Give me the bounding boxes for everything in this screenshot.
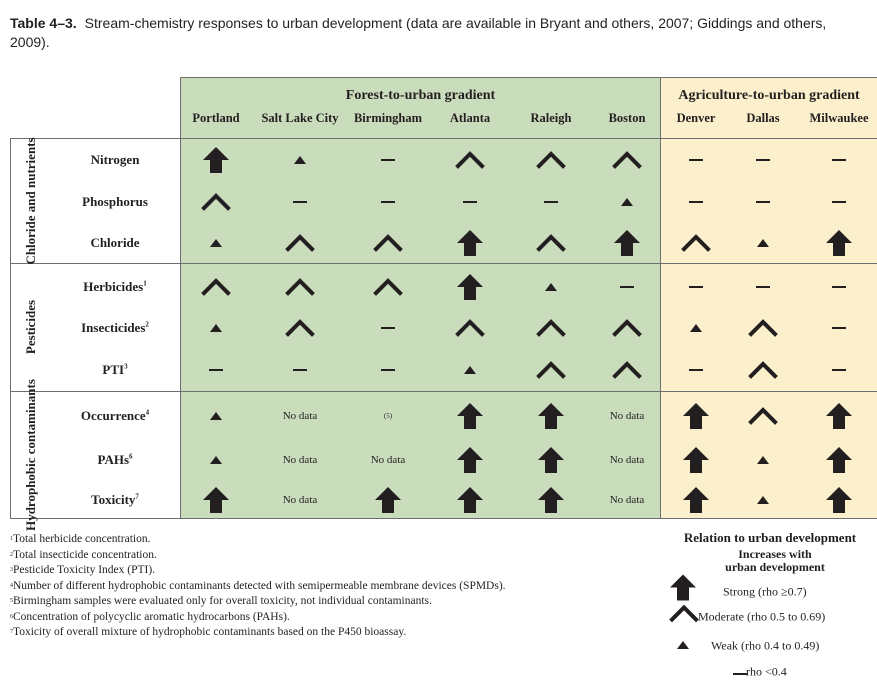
table-cell xyxy=(293,155,307,165)
dash-icon xyxy=(756,200,770,204)
table-cell xyxy=(612,228,642,258)
table-cell xyxy=(756,200,770,204)
table-cell xyxy=(612,360,642,380)
small-triangle-icon xyxy=(293,155,307,165)
table-cell xyxy=(283,454,318,466)
chevron-up-icon xyxy=(285,277,315,297)
table-cell xyxy=(689,200,703,204)
table-cell xyxy=(209,411,223,421)
table-cell xyxy=(756,495,770,505)
bold-up-arrow-icon xyxy=(824,445,854,475)
table-cell xyxy=(283,410,318,422)
table-cell xyxy=(536,233,566,253)
table-cell xyxy=(209,323,223,333)
table-cell xyxy=(209,238,223,248)
category-chloride-nutrients: Chloride and nutrients xyxy=(23,137,38,265)
footnote-1: $^1$Total herbicide concentration. xyxy=(10,533,151,545)
legend-none-label: rho <0.4 xyxy=(746,664,787,679)
table-cell xyxy=(373,485,403,515)
dash-icon xyxy=(832,285,846,289)
table-cell xyxy=(371,454,406,466)
small-triangle-icon xyxy=(756,238,770,248)
dash-icon xyxy=(620,285,634,289)
row-label: Occurrence$^4$ xyxy=(80,408,150,423)
table-cell xyxy=(689,158,703,162)
table-cell xyxy=(455,150,485,170)
small-triangle-icon xyxy=(209,238,223,248)
column-header: Milwaukee xyxy=(809,111,869,125)
gradient-divider xyxy=(660,77,661,519)
row-label: Phosphorus xyxy=(82,194,148,209)
table-cell xyxy=(756,285,770,289)
table-cell xyxy=(285,318,315,338)
legend-strong-label: Strong (rho ≥0.7) xyxy=(723,584,807,599)
table-cell xyxy=(536,360,566,380)
table-cell xyxy=(381,326,395,330)
table-cell xyxy=(824,228,854,258)
chevron-up-icon xyxy=(285,318,315,338)
footnote-6: $^6$Concentration of polycyclic aromatic hydrocarbons (PAHs). xyxy=(10,610,290,623)
bold-up-arrow-icon xyxy=(681,445,711,475)
no-data-text: No data xyxy=(282,410,318,422)
chevron-up-icon xyxy=(201,192,231,212)
dash-icon xyxy=(756,158,770,162)
chevron-up-icon xyxy=(536,233,566,253)
bold-up-arrow-icon xyxy=(201,485,231,515)
table-cell xyxy=(610,454,645,466)
legend-subtitle: Increases with urban development xyxy=(725,547,825,574)
dash-icon xyxy=(689,285,703,289)
dash-icon xyxy=(689,158,703,162)
chevron-up-icon xyxy=(373,277,403,297)
top-rule xyxy=(180,77,877,78)
no-data-text: No data xyxy=(609,410,645,422)
table-cell xyxy=(455,318,485,338)
bold-up-arrow-icon xyxy=(201,145,231,175)
table-cell xyxy=(681,233,711,253)
chevron-up-icon xyxy=(536,150,566,170)
row-label: PTI$^3$ xyxy=(102,362,128,377)
column-header: Birmingham xyxy=(353,111,423,125)
bold-up-arrow-icon xyxy=(455,272,485,302)
table-cell xyxy=(201,277,231,297)
table-cell xyxy=(620,285,634,289)
bold-up-arrow-icon xyxy=(536,485,566,515)
dash-icon xyxy=(381,200,395,204)
small-triangle-icon xyxy=(756,455,770,465)
bold-up-arrow-icon xyxy=(455,445,485,475)
chevron-up-icon xyxy=(748,318,778,338)
table-cell xyxy=(689,368,703,372)
bold-up-arrow-icon xyxy=(612,228,642,258)
dash-icon xyxy=(293,368,307,372)
table-cell xyxy=(455,272,485,302)
table-cell xyxy=(381,368,395,372)
table-cell xyxy=(832,285,846,289)
table-cell xyxy=(384,412,392,420)
dash-icon xyxy=(544,200,558,204)
table-cell xyxy=(832,368,846,372)
dash-icon xyxy=(832,326,846,330)
table-cell xyxy=(832,200,846,204)
column-header: Dallas xyxy=(746,111,780,125)
table-cell xyxy=(748,406,778,426)
chevron-up-icon xyxy=(669,604,699,629)
left-rule xyxy=(10,138,11,519)
category-hydrophobic: Hydrophobic contaminants xyxy=(23,379,38,531)
small-triangle-icon xyxy=(620,197,634,207)
table-cell xyxy=(824,445,854,475)
table-cell xyxy=(756,455,770,465)
legend-title: Relation to urban development xyxy=(683,530,857,545)
header-rule xyxy=(10,138,877,139)
table-cell xyxy=(612,150,642,170)
dash-icon xyxy=(689,368,703,372)
no-data-text: No data xyxy=(370,454,406,466)
chevron-up-icon xyxy=(373,233,403,253)
no-data-text: No data xyxy=(609,454,645,466)
bold-up-arrow-icon xyxy=(824,485,854,515)
bold-up-arrow-icon xyxy=(455,485,485,515)
row-label: PAHs$^6$ xyxy=(97,452,133,467)
table-cell xyxy=(381,200,395,204)
table-cell xyxy=(689,323,703,333)
column-header: Boston xyxy=(608,111,646,125)
table-number: Table 4–3. xyxy=(10,15,77,31)
bold-up-arrow-icon xyxy=(824,228,854,258)
footnote-5: $^5$Birmingham samples were evaluated only for overall toxicity, not individual contaminants. xyxy=(10,595,432,607)
table-cell xyxy=(756,238,770,248)
label-divider xyxy=(180,77,181,519)
no-data-text: No data xyxy=(282,494,318,506)
table-cell xyxy=(748,318,778,338)
table-cell xyxy=(201,145,231,175)
forest-group-header: Forest-to-urban gradient xyxy=(345,88,496,103)
footnotes xyxy=(10,532,506,641)
table-cell xyxy=(293,368,307,372)
small-triangle-icon xyxy=(209,411,223,421)
table-cell xyxy=(544,200,558,204)
table-cell xyxy=(209,455,223,465)
table-cell xyxy=(381,158,395,162)
category-pesticides: Pesticides xyxy=(23,299,38,355)
dash-icon xyxy=(293,200,307,204)
column-header: Salt Lake City xyxy=(261,111,339,125)
chevron-up-icon xyxy=(536,318,566,338)
table-cell xyxy=(536,318,566,338)
small-triangle-icon xyxy=(544,282,558,292)
small-triangle-icon xyxy=(209,455,223,465)
chevron-up-icon xyxy=(681,233,711,253)
dash-icon xyxy=(209,368,223,372)
row-label: Toxicity$^7$ xyxy=(91,492,139,507)
bold-up-arrow-icon xyxy=(536,401,566,431)
bold-up-arrow-icon xyxy=(681,401,711,431)
table-cell xyxy=(373,233,403,253)
table-cell xyxy=(536,401,566,431)
no-data-text: No data xyxy=(282,454,318,466)
table-cell xyxy=(832,326,846,330)
small-triangle-icon xyxy=(209,323,223,333)
table-cell xyxy=(620,197,634,207)
table-cell xyxy=(455,485,485,515)
agriculture-group-header: Agriculture-to-urban gradient xyxy=(678,88,860,103)
dash-icon xyxy=(832,158,846,162)
bold-up-arrow-icon xyxy=(373,485,403,515)
dash-icon xyxy=(832,368,846,372)
dash-icon xyxy=(733,663,747,681)
dash-icon xyxy=(381,368,395,372)
forest-gradient-panel xyxy=(180,77,661,518)
dash-icon xyxy=(689,200,703,204)
chevron-up-icon xyxy=(748,406,778,426)
group-rule-1 xyxy=(10,263,877,264)
bottom-rule xyxy=(10,518,877,519)
bold-up-arrow-icon xyxy=(668,573,698,608)
table-cell xyxy=(824,401,854,431)
chevron-up-icon xyxy=(612,360,642,380)
chevron-up-icon xyxy=(285,233,315,253)
table-cell xyxy=(209,368,223,372)
table-cell xyxy=(536,445,566,475)
table-cell xyxy=(283,494,318,506)
table-cell xyxy=(689,285,703,289)
column-header: Portland xyxy=(192,111,240,125)
dash-icon xyxy=(756,285,770,289)
table-cell xyxy=(610,410,645,422)
bold-up-arrow-icon xyxy=(824,401,854,431)
table-cell xyxy=(612,318,642,338)
dash-icon xyxy=(832,200,846,204)
row-label: Chloride xyxy=(90,235,140,250)
legend-moderate-label: Moderate (rho 0.5 to 0.69) xyxy=(698,609,826,624)
table-cell xyxy=(748,360,778,380)
dash-icon xyxy=(381,326,395,330)
dash-icon xyxy=(463,200,477,204)
small-triangle-icon xyxy=(676,637,690,655)
table-cell xyxy=(536,485,566,515)
no-data-text: No data xyxy=(609,494,645,506)
row-label: Nitrogen xyxy=(90,152,140,167)
group-rule-2 xyxy=(10,391,877,392)
chevron-up-icon xyxy=(455,150,485,170)
table-cell xyxy=(455,445,485,475)
row-label: Herbicides$^1$ xyxy=(83,279,147,294)
table-cell xyxy=(832,158,846,162)
table-cell xyxy=(463,200,477,204)
table-cell xyxy=(681,445,711,475)
table-cell xyxy=(463,365,477,375)
bold-up-arrow-icon xyxy=(455,401,485,431)
table-cell xyxy=(455,228,485,258)
table-cell xyxy=(293,200,307,204)
table-cell xyxy=(455,401,485,431)
table-cell xyxy=(824,485,854,515)
small-triangle-icon xyxy=(689,323,703,333)
chevron-up-icon xyxy=(612,318,642,338)
footnote-3: $^3$Pesticide Toxicity Index (PTI). xyxy=(10,564,156,576)
column-header: Raleigh xyxy=(530,111,572,125)
footnote-2: $^2$Total insecticide concentration. xyxy=(10,548,157,561)
table-cell xyxy=(373,277,403,297)
small-triangle-icon xyxy=(756,495,770,505)
footnote-4: $^4$Number of different hydrophobic contaminants detected with semipermeable membrane devices (SPMDs). xyxy=(10,579,506,592)
footnote-reference: (5) xyxy=(383,412,393,420)
table-cell xyxy=(201,192,231,212)
dash-icon xyxy=(381,158,395,162)
column-header: Atlanta xyxy=(449,111,491,125)
row-label: Insecticides$^2$ xyxy=(81,320,149,335)
table-cell xyxy=(201,485,231,515)
table-cell xyxy=(544,282,558,292)
chevron-up-icon xyxy=(748,360,778,380)
caption-text: Stream-chemistry responses to urban development (data are available in Bryant and others, 2007; Giddings and others, 2009). xyxy=(10,15,827,50)
chevron-up-icon xyxy=(455,318,485,338)
chevron-up-icon xyxy=(536,360,566,380)
footnote-7: $^7$Toxicity of overall mixture of hydrophobic contaminants based on the P450 bioassay. xyxy=(10,626,407,638)
bold-up-arrow-icon xyxy=(455,228,485,258)
table-cell xyxy=(536,150,566,170)
column-header: Denver xyxy=(676,111,716,125)
legend-weak-label: Weak (rho 0.4 to 0.49) xyxy=(711,638,820,653)
bold-up-arrow-icon xyxy=(536,445,566,475)
table-cell xyxy=(610,494,645,506)
table-cell xyxy=(285,233,315,253)
chevron-up-icon xyxy=(201,277,231,297)
small-triangle-icon xyxy=(463,365,477,375)
table-cell xyxy=(681,401,711,431)
chevron-up-icon xyxy=(612,150,642,170)
table-cell xyxy=(285,277,315,297)
table-cell xyxy=(681,485,711,515)
table-caption xyxy=(10,14,865,52)
bold-up-arrow-icon xyxy=(681,485,711,515)
table-cell xyxy=(756,158,770,162)
